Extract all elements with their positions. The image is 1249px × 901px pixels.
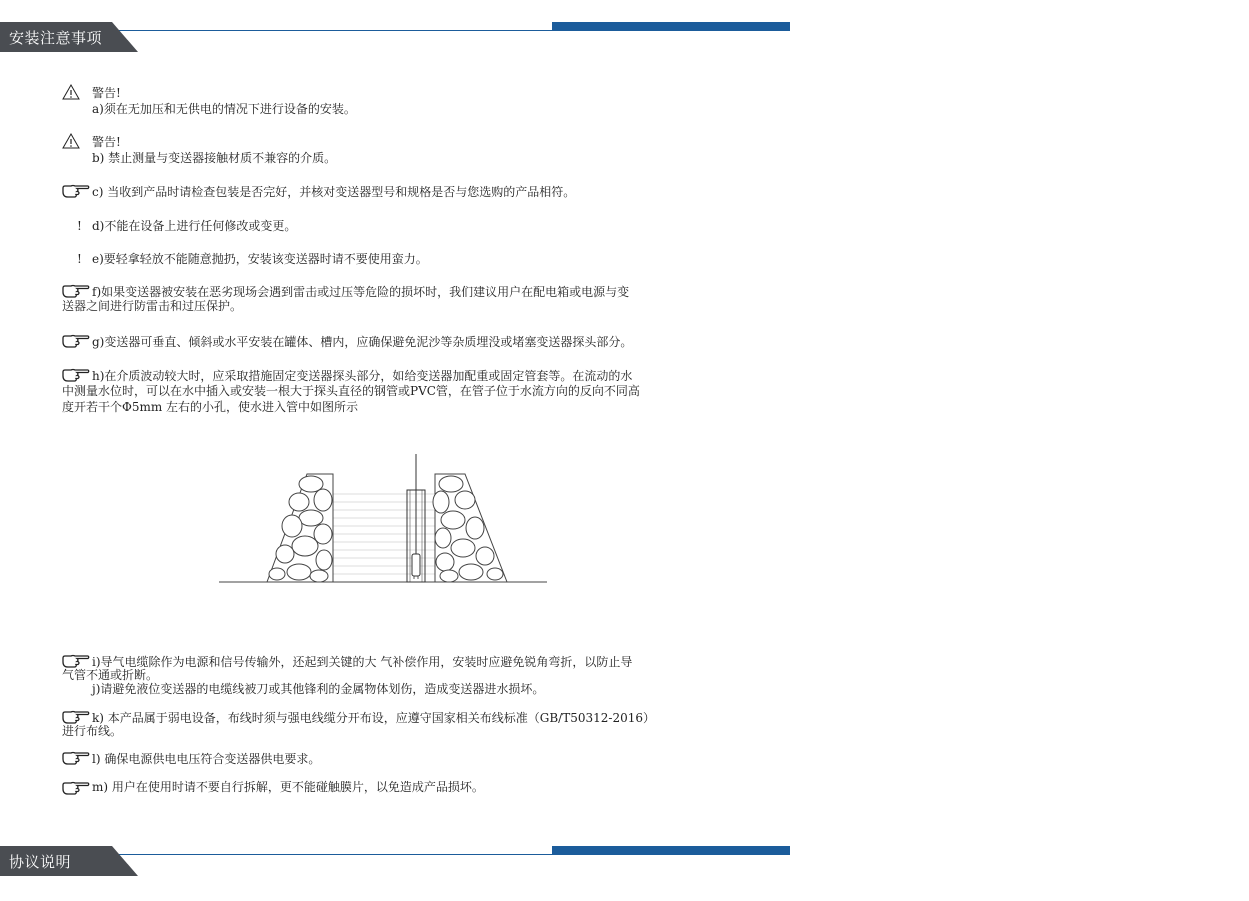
item-i-line2: 气管不通或折断。 bbox=[62, 668, 159, 682]
pointing-hand-icon bbox=[62, 184, 90, 198]
item-j-text: j)请避免液位变送器的电缆线被刀或其他锋利的金属物体划伤，造成变送器进水损坏。 bbox=[92, 682, 545, 696]
warning-triangle-icon bbox=[62, 84, 80, 100]
item-k-line1: k) 本产品属于弱电设备，布线时须与强电线缆分开布设，应遵守国家相关布线标准（GB/T50312-2016） bbox=[92, 711, 655, 725]
water-body bbox=[317, 494, 453, 574]
item-f-line1: f)如果变送器被安装在恶劣现场会遇到雷击或过压等危险的损坏时，我们建议用户在配电箱或电源与变 bbox=[92, 285, 630, 299]
item-g-text: g)变送器可垂直、倾斜或水平安装在罐体、槽内，应确保避免泥沙等杂质埋没或堵塞变送器探头部分。 bbox=[92, 335, 633, 349]
pointing-hand-icon bbox=[62, 334, 90, 348]
warning-title-a: 警告! bbox=[92, 86, 121, 100]
footer-banner bbox=[0, 845, 1249, 876]
level-probe bbox=[412, 554, 420, 576]
item-h-line2: 中测量水位时，可以在水中插入或安装一根大于探头直径的钢管或PVC管，在管子位于水流方向的反向不同高 bbox=[62, 384, 640, 398]
item-f-line2: 送器之间进行防雷击和过压保护。 bbox=[62, 299, 243, 313]
item-h-line3: 度开若干个Φ5mm 左右的小孔，使水进入管中如图所示 bbox=[62, 400, 359, 414]
header-banner bbox=[0, 21, 1249, 52]
footer-title: 协议说明 bbox=[9, 853, 72, 871]
warning-triangle-icon bbox=[62, 133, 80, 149]
header-contact-strip bbox=[552, 21, 1249, 31]
pointing-hand-icon bbox=[62, 751, 90, 765]
item-m-text: m) 用户在使用时请不要自行拆解，更不能碰触膜片，以免造成产品损坏。 bbox=[92, 780, 484, 794]
footer-rule bbox=[110, 854, 790, 855]
notice-mark-e: ! bbox=[77, 252, 82, 266]
left-stone-bank bbox=[267, 474, 333, 582]
page-title: 安装注意事项 bbox=[9, 29, 103, 47]
installation-diagram bbox=[215, 450, 550, 586]
item-i-line1: i)导气电缆除作为电源和信号传输外，还起到关键的大 气补偿作用，安装时应避免锐角弯折，以防止导 bbox=[92, 655, 633, 669]
footer-contact-strip bbox=[552, 845, 1249, 855]
item-b-text: b) 禁止测量与变送器接触材质不兼容的介质。 bbox=[92, 151, 337, 165]
right-stone-bank bbox=[433, 474, 507, 582]
header-contact: 厦门宏控仪表 电话400-0592-364 bbox=[1118, 21, 1249, 31]
footer-contact: 厦门宏控仪表 电话400-0592-364 bbox=[1118, 845, 1249, 855]
pointing-hand-icon bbox=[62, 654, 90, 668]
item-d-text: d)不能在设备上进行任何修改或变更。 bbox=[92, 219, 297, 233]
item-l-text: l) 确保电源供电电压符合变送器供电要求。 bbox=[92, 752, 321, 766]
notice-mark-d: ! bbox=[77, 219, 82, 233]
item-c-text: c) 当收到产品时请检查包装是否完好，并核对变送器型号和规格是否与您选购的产品相符。 bbox=[92, 185, 576, 199]
pointing-hand-icon bbox=[62, 710, 90, 724]
warning-title-b: 警告! bbox=[92, 135, 121, 149]
item-e-text: e)要轻拿轻放不能随意抛扔，安装该变送器时请不要使用蛮力。 bbox=[92, 252, 428, 266]
item-a-text: a)须在无加压和无供电的情况下进行设备的安装。 bbox=[92, 102, 356, 116]
pointing-hand-icon bbox=[62, 368, 90, 382]
header-rule bbox=[110, 30, 790, 31]
pointing-hand-icon bbox=[62, 284, 90, 298]
item-h-line1: h)在介质波动较大时，应采取措施固定变送器探头部分，如给变送器加配重或固定管套等。在流动的水 bbox=[92, 369, 633, 383]
pointing-hand-icon bbox=[62, 781, 90, 795]
item-k-line2: 进行布线。 bbox=[62, 724, 123, 738]
